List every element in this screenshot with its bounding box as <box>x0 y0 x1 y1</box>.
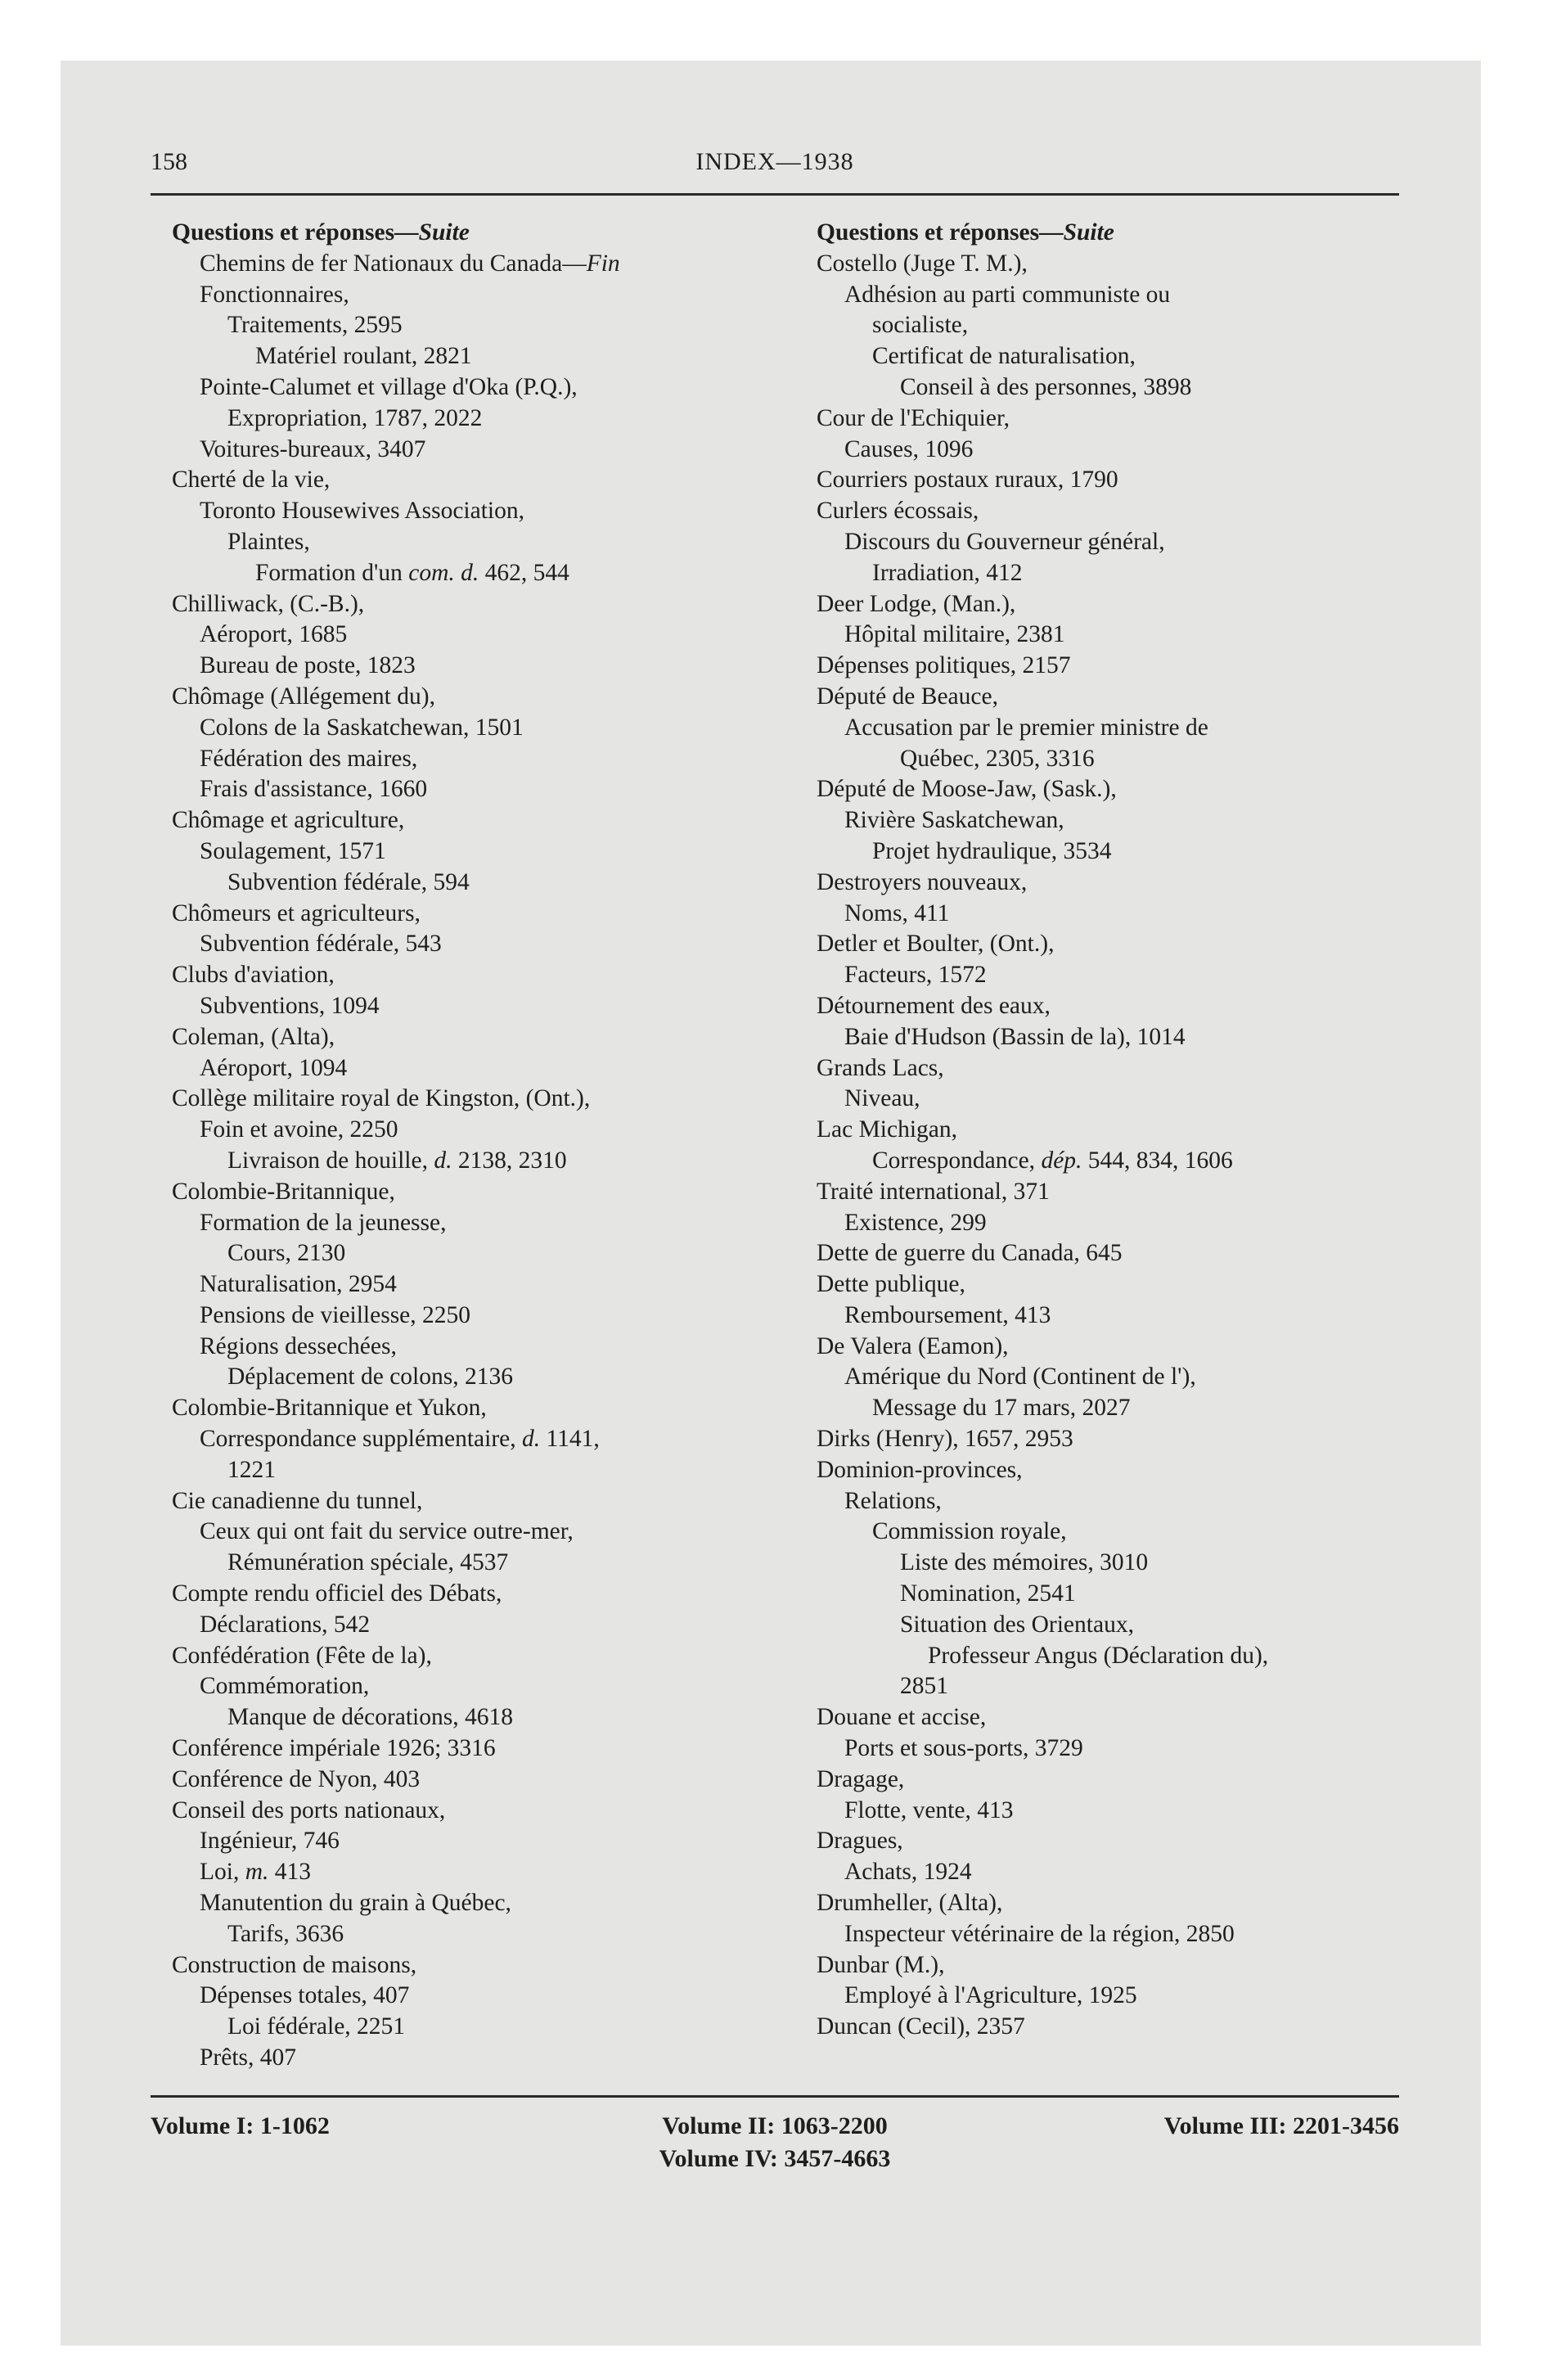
entry-text: Message du 17 mars, 2027 <box>872 1395 1131 1422</box>
entry-text: Bureau de poste, 1823 <box>200 652 416 679</box>
entry-text: Commémoration, <box>200 1673 370 1700</box>
entry-text: Certificat de naturalisation, <box>872 343 1136 370</box>
entry-text: Livraison de houille, <box>227 1147 434 1174</box>
index-entry <box>817 620 1399 651</box>
entry-text: Chômeurs et agriculteurs, <box>172 899 421 926</box>
entry-text: Discours du Gouverneur général, <box>844 528 1165 555</box>
entry-text: socialiste, <box>872 312 969 339</box>
index-entry <box>172 1053 794 1084</box>
entry-text: Colombie-Britannique et Yukon, <box>172 1395 487 1422</box>
entry-text: Plaintes, <box>227 528 310 555</box>
entry-text: Grands Lacs, <box>817 1054 944 1081</box>
entry-text: Dette de guerre du Canada, 645 <box>817 1240 1123 1267</box>
index-entry <box>172 620 794 651</box>
entry-text: Nomination, 2541 <box>900 1580 1076 1607</box>
index-entry <box>817 2012 1399 2043</box>
entry-text: Expropriation, 1787, 2022 <box>227 404 483 431</box>
volume-footer <box>151 2107 1399 2180</box>
entry-text: Régions dessechées, <box>200 1332 397 1359</box>
index-entry <box>817 1610 1399 1641</box>
footer-volume-3: Volume III: 2201-3456 <box>1163 2112 1399 2139</box>
entry-text: Fonctionnaires, <box>200 281 349 308</box>
italic-term: Suite <box>1063 219 1114 246</box>
index-entry <box>172 496 794 527</box>
entry-text: Aéroport, 1685 <box>200 621 348 648</box>
entry-text: Soulagement, 1571 <box>200 837 386 864</box>
entry-text: Loi, <box>200 1859 245 1886</box>
entry-text: 462, 544 <box>479 559 569 586</box>
index-entry <box>172 1115 794 1146</box>
index-entry <box>172 249 794 280</box>
entry-text: Ports et sous-ports, 3729 <box>844 1735 1083 1762</box>
index-entry <box>172 1486 794 1517</box>
index-entry <box>817 1362 1399 1393</box>
entry-text: Dragues, <box>817 1828 903 1855</box>
index-entry <box>817 1950 1399 1981</box>
index-entry <box>172 805 794 836</box>
index-entry <box>172 527 794 558</box>
entry-text: Cherté de la vie, <box>172 467 331 494</box>
entry-text: Québec, 2305, 3316 <box>900 745 1095 772</box>
index-entry <box>172 1641 794 1672</box>
entry-text: Formation d'un <box>255 559 409 586</box>
index-entry <box>172 1146 794 1177</box>
index-entry <box>172 1455 794 1486</box>
entry-text: Rivière Saskatchewan, <box>844 807 1064 834</box>
entry-text: Situation des Orientaux, <box>900 1611 1134 1638</box>
index-entry <box>817 1765 1399 1796</box>
entry-text: Tarifs, 3636 <box>227 1920 344 1947</box>
entry-text: Existence, 299 <box>844 1209 987 1236</box>
italic-term: com. d. <box>408 559 479 586</box>
entry-text: Causes, 1096 <box>844 435 974 462</box>
index-entry <box>817 836 1399 868</box>
entry-text: Foin et avoine, 2250 <box>200 1116 398 1143</box>
section-heading <box>817 218 1399 249</box>
entry-text: Chilliwack, (C.-B.), <box>172 590 365 617</box>
entry-text: Naturalisation, 2954 <box>200 1271 397 1298</box>
index-entry <box>817 496 1399 527</box>
entry-text: Correspondance supplémentaire, <box>200 1426 523 1453</box>
italic-term: dép. <box>1041 1147 1082 1174</box>
index-entry <box>817 774 1399 805</box>
index-entry <box>172 1022 794 1053</box>
entry-text: Irradiation, 412 <box>872 559 1023 586</box>
index-entry <box>172 991 794 1022</box>
entry-text: 2138, 2310 <box>452 1147 567 1174</box>
page-header <box>151 146 1399 178</box>
entry-text: Adhésion au parti communiste ou <box>844 281 1171 308</box>
index-entry <box>817 1084 1399 1115</box>
entry-text: Dominion-provinces, <box>817 1456 1023 1483</box>
index-entry <box>172 403 794 435</box>
entry-text: Aéroport, 1094 <box>200 1054 348 1081</box>
entry-text: 2851 <box>900 1673 948 1700</box>
entry-text: Noms, 411 <box>844 899 950 926</box>
index-entry <box>817 527 1399 558</box>
entry-text: Député de Moose-Jaw, (Sask.), <box>817 776 1117 803</box>
entry-text: Fédération des maires, <box>200 745 418 772</box>
entry-text: Colombie-Britannique, <box>172 1178 395 1205</box>
entry-text: Déclarations, 542 <box>200 1611 371 1638</box>
entry-text: Correspondance, <box>872 1147 1042 1174</box>
index-entry <box>172 1919 794 1950</box>
index-entry <box>172 744 794 775</box>
footer-volume-2: Volume II: 1063-2200 <box>662 2112 888 2139</box>
index-entry <box>172 1888 794 1919</box>
italic-term: m. <box>245 1859 269 1886</box>
entry-text: Lac Michigan, <box>817 1116 958 1143</box>
entry-text: 413 <box>268 1859 312 1886</box>
index-entry <box>817 713 1399 744</box>
index-entry <box>817 1208 1399 1239</box>
entry-text: Compte rendu officiel des Débats, <box>172 1580 502 1607</box>
entry-text: Chômage (Allégement du), <box>172 683 435 710</box>
entry-text: Coleman, (Alta), <box>172 1023 335 1050</box>
entry-text: Loi fédérale, 2251 <box>227 2013 406 2040</box>
entry-text: Rémunération spéciale, 4537 <box>227 1549 509 1576</box>
index-entry <box>817 929 1399 960</box>
entry-text: Remboursement, 413 <box>844 1301 1051 1328</box>
index-entry <box>172 899 794 930</box>
index-entry <box>817 1517 1399 1548</box>
index-entry <box>172 1796 794 1827</box>
index-entry <box>817 651 1399 682</box>
index-entry <box>172 2012 794 2043</box>
entry-text: Commission royale, <box>872 1518 1067 1545</box>
entry-text: Dépenses totales, 407 <box>200 1982 410 2009</box>
entry-text: Courriers postaux ruraux, 1790 <box>817 467 1118 494</box>
index-entry <box>172 1579 794 1610</box>
index-entry <box>817 1053 1399 1084</box>
index-entry <box>172 465 794 496</box>
entry-text: 1221 <box>227 1456 276 1483</box>
entry-text: Dette publique, <box>817 1271 965 1298</box>
entry-text: Duncan (Cecil), 2357 <box>817 2013 1025 2040</box>
index-entry <box>172 1300 794 1332</box>
entry-text: Manque de décorations, 4618 <box>227 1704 513 1731</box>
index-entry <box>172 1084 794 1115</box>
index-entry <box>817 1238 1399 1269</box>
entry-text: Amérique du Nord (Continent de l'), <box>844 1364 1196 1391</box>
index-entry <box>172 960 794 991</box>
footer-volume-4: Volume IV: 3457-4663 <box>659 2145 891 2172</box>
entry-text: Détournement des eaux, <box>817 992 1051 1019</box>
index-entry <box>817 1548 1399 1579</box>
index-entry <box>817 1857 1399 1888</box>
entry-text: Facteurs, 1572 <box>844 962 987 989</box>
index-entry <box>172 280 794 311</box>
entry-text: Deer Lodge, (Man.), <box>817 590 1016 617</box>
entry-text: Conseil à des personnes, 3898 <box>900 373 1192 400</box>
entry-text: Toronto Housewives Association, <box>200 498 524 525</box>
entry-text: Dragage, <box>817 1765 905 1792</box>
entry-text: Questions et réponses— <box>817 219 1064 246</box>
index-entry <box>817 960 1399 991</box>
entry-text: Questions et réponses— <box>172 219 419 246</box>
index-entry <box>817 1733 1399 1765</box>
running-title: INDEX—1938 <box>695 148 854 175</box>
entry-text: Douane et accise, <box>817 1704 987 1731</box>
entry-text: Traitements, 2595 <box>227 312 403 339</box>
index-entry <box>817 280 1399 311</box>
entry-text: Subvention fédérale, 594 <box>227 868 470 895</box>
left-index-column <box>172 218 794 2074</box>
index-entry <box>817 1579 1399 1610</box>
index-entry <box>817 1486 1399 1517</box>
index-entry <box>817 1115 1399 1146</box>
index-entry <box>817 403 1399 435</box>
entry-text: Clubs d'aviation, <box>172 962 335 989</box>
index-entry <box>172 558 794 589</box>
entry-text: Cour de l'Echiquier, <box>817 404 1010 431</box>
index-entry <box>172 774 794 805</box>
entry-text: Voitures-bureaux, 3407 <box>200 435 426 462</box>
entry-text: Conseil des ports nationaux, <box>172 1796 446 1823</box>
entry-text: Déplacement de colons, 2136 <box>227 1364 513 1391</box>
entry-text: 1141, <box>540 1426 600 1453</box>
entry-text: Conférence de Nyon, 403 <box>172 1765 421 1792</box>
index-entry <box>817 1146 1399 1177</box>
index-entry <box>817 1332 1399 1363</box>
index-entry <box>817 868 1399 899</box>
index-entry <box>817 1796 1399 1827</box>
index-entry <box>817 249 1399 280</box>
entry-text: Drumheller, (Alta), <box>817 1890 1003 1917</box>
footer-rule <box>151 2095 1399 2098</box>
entry-text: Manutention du grain à Québec, <box>200 1890 511 1917</box>
index-entry <box>172 1765 794 1796</box>
index-entry <box>172 1671 794 1702</box>
index-entry <box>172 1610 794 1641</box>
entry-text: Dunbar (M.), <box>817 1951 945 1978</box>
entry-text: Projet hydraulique, 3534 <box>872 837 1112 864</box>
index-entry <box>817 899 1399 930</box>
entry-text: Colons de la Saskatchewan, 1501 <box>200 714 524 741</box>
entry-text: Confédération (Fête de la), <box>172 1642 432 1669</box>
entry-text: Destroyers nouveaux, <box>817 868 1028 895</box>
section-heading <box>172 218 794 249</box>
index-entry <box>172 1424 794 1455</box>
index-entry <box>172 836 794 868</box>
entry-text: Niveau, <box>844 1085 920 1112</box>
entry-text: Matériel roulant, 2821 <box>255 343 472 370</box>
entry-text: De Valera (Eamon), <box>817 1332 1009 1359</box>
entry-text: Député de Beauce, <box>817 683 998 710</box>
index-entry <box>817 341 1399 372</box>
index-entry <box>172 1857 794 1888</box>
index-entry <box>172 1981 794 2012</box>
entry-text: Accusation par le premier ministre de <box>844 714 1208 741</box>
index-entry <box>817 1455 1399 1486</box>
entry-text: Chemins de fer Nationaux du Canada— <box>200 250 587 277</box>
index-entry <box>172 435 794 466</box>
entry-text: Frais d'assistance, 1660 <box>200 776 428 803</box>
index-entry <box>172 589 794 620</box>
page-number: 158 <box>151 148 187 175</box>
entry-text: Flotte, vente, 413 <box>844 1796 1014 1823</box>
header-rule <box>151 193 1399 196</box>
index-entry <box>817 1177 1399 1208</box>
index-entry <box>817 310 1399 341</box>
index-entry <box>172 1269 794 1300</box>
entry-text: Cie canadienne du tunnel, <box>172 1487 423 1514</box>
index-entry <box>172 1332 794 1363</box>
index-entry <box>172 1238 794 1269</box>
entry-text: Detler et Boulter, (Ont.), <box>817 931 1055 958</box>
entry-text: Pointe-Calumet et village d'Oka (P.Q.), <box>200 373 578 400</box>
entry-text: 544, 834, 1606 <box>1082 1147 1233 1174</box>
index-entry <box>817 1393 1399 1424</box>
footer-volume-1: Volume I: 1-1062 <box>151 2112 330 2139</box>
index-entry <box>172 868 794 899</box>
index-entry <box>172 929 794 960</box>
entry-text: Pensions de vieillesse, 2250 <box>200 1301 471 1328</box>
italic-term: d. <box>522 1426 541 1453</box>
right-index-column <box>817 218 1399 2043</box>
index-entry <box>172 1950 794 1981</box>
entry-text: Relations, <box>844 1487 942 1514</box>
index-entry <box>817 1300 1399 1332</box>
index-entry <box>172 310 794 341</box>
entry-text: Inspecteur vétérinaire de la région, 2850 <box>844 1920 1235 1947</box>
index-entry <box>172 682 794 713</box>
index-entry <box>817 558 1399 589</box>
entry-text: Collège militaire royal de Kingston, (Ont.), <box>172 1085 591 1112</box>
index-entry <box>817 372 1399 403</box>
entry-text: Hôpital militaire, 2381 <box>844 621 1065 648</box>
index-entry <box>817 1269 1399 1300</box>
index-entry <box>817 589 1399 620</box>
entry-text: Dirks (Henry), 1657, 2953 <box>817 1426 1073 1453</box>
index-entry <box>817 1919 1399 1950</box>
index-entry <box>172 341 794 372</box>
italic-term: d. <box>434 1147 452 1174</box>
index-entry <box>172 2043 794 2074</box>
index-entry <box>817 1022 1399 1053</box>
entry-text: Professeur Angus (Déclaration du), <box>928 1642 1269 1669</box>
index-entry <box>817 1641 1399 1672</box>
index-entry <box>817 991 1399 1022</box>
entry-text: Employé à l'Agriculture, 1925 <box>844 1982 1137 2009</box>
entry-text: Subventions, 1094 <box>200 992 380 1019</box>
index-entry <box>817 744 1399 775</box>
entry-text: Conférence impériale 1926; 3316 <box>172 1735 496 1762</box>
index-entry <box>817 1826 1399 1857</box>
index-entry <box>172 713 794 744</box>
entry-text: Traité international, 371 <box>817 1178 1050 1205</box>
index-entry <box>172 651 794 682</box>
entry-text: Liste des mémoires, 3010 <box>900 1549 1149 1576</box>
index-entry <box>172 372 794 403</box>
entry-text: Achats, 1924 <box>844 1859 972 1886</box>
index-entry <box>817 1671 1399 1702</box>
index-entry <box>817 1702 1399 1733</box>
index-entry <box>817 682 1399 713</box>
entry-text: Cours, 2130 <box>227 1240 346 1267</box>
index-entry <box>172 1177 794 1208</box>
entry-text: Ceux qui ont fait du service outre-mer, <box>200 1518 574 1545</box>
index-entry <box>172 1826 794 1857</box>
index-entry <box>817 1981 1399 2012</box>
index-entry <box>172 1548 794 1579</box>
index-entry <box>817 805 1399 836</box>
index-entry <box>817 435 1399 466</box>
entry-text: Curlers écossais, <box>817 498 979 525</box>
index-entry <box>172 1702 794 1733</box>
index-entry <box>172 1517 794 1548</box>
index-entry <box>172 1393 794 1424</box>
index-entry <box>817 1888 1399 1919</box>
entry-text: Baie d'Hudson (Bassin de la), 1014 <box>844 1023 1186 1050</box>
italic-term: Suite <box>418 219 470 246</box>
index-entry <box>172 1362 794 1393</box>
index-entry <box>172 1208 794 1239</box>
entry-text: Formation de la jeunesse, <box>200 1209 447 1236</box>
entry-text: Dépenses politiques, 2157 <box>817 652 1071 679</box>
entry-text: Subvention fédérale, 543 <box>200 931 442 958</box>
entry-text: Prêts, 407 <box>200 2044 296 2071</box>
entry-text: Ingénieur, 746 <box>200 1828 340 1855</box>
index-entry <box>172 1733 794 1765</box>
italic-term: Fin <box>586 250 620 277</box>
entry-text: Chômage et agriculture, <box>172 807 405 834</box>
entry-text: Costello (Juge T. M.), <box>817 250 1028 277</box>
index-entry <box>817 465 1399 496</box>
index-entry <box>817 1424 1399 1455</box>
entry-text: Construction de maisons, <box>172 1951 417 1978</box>
